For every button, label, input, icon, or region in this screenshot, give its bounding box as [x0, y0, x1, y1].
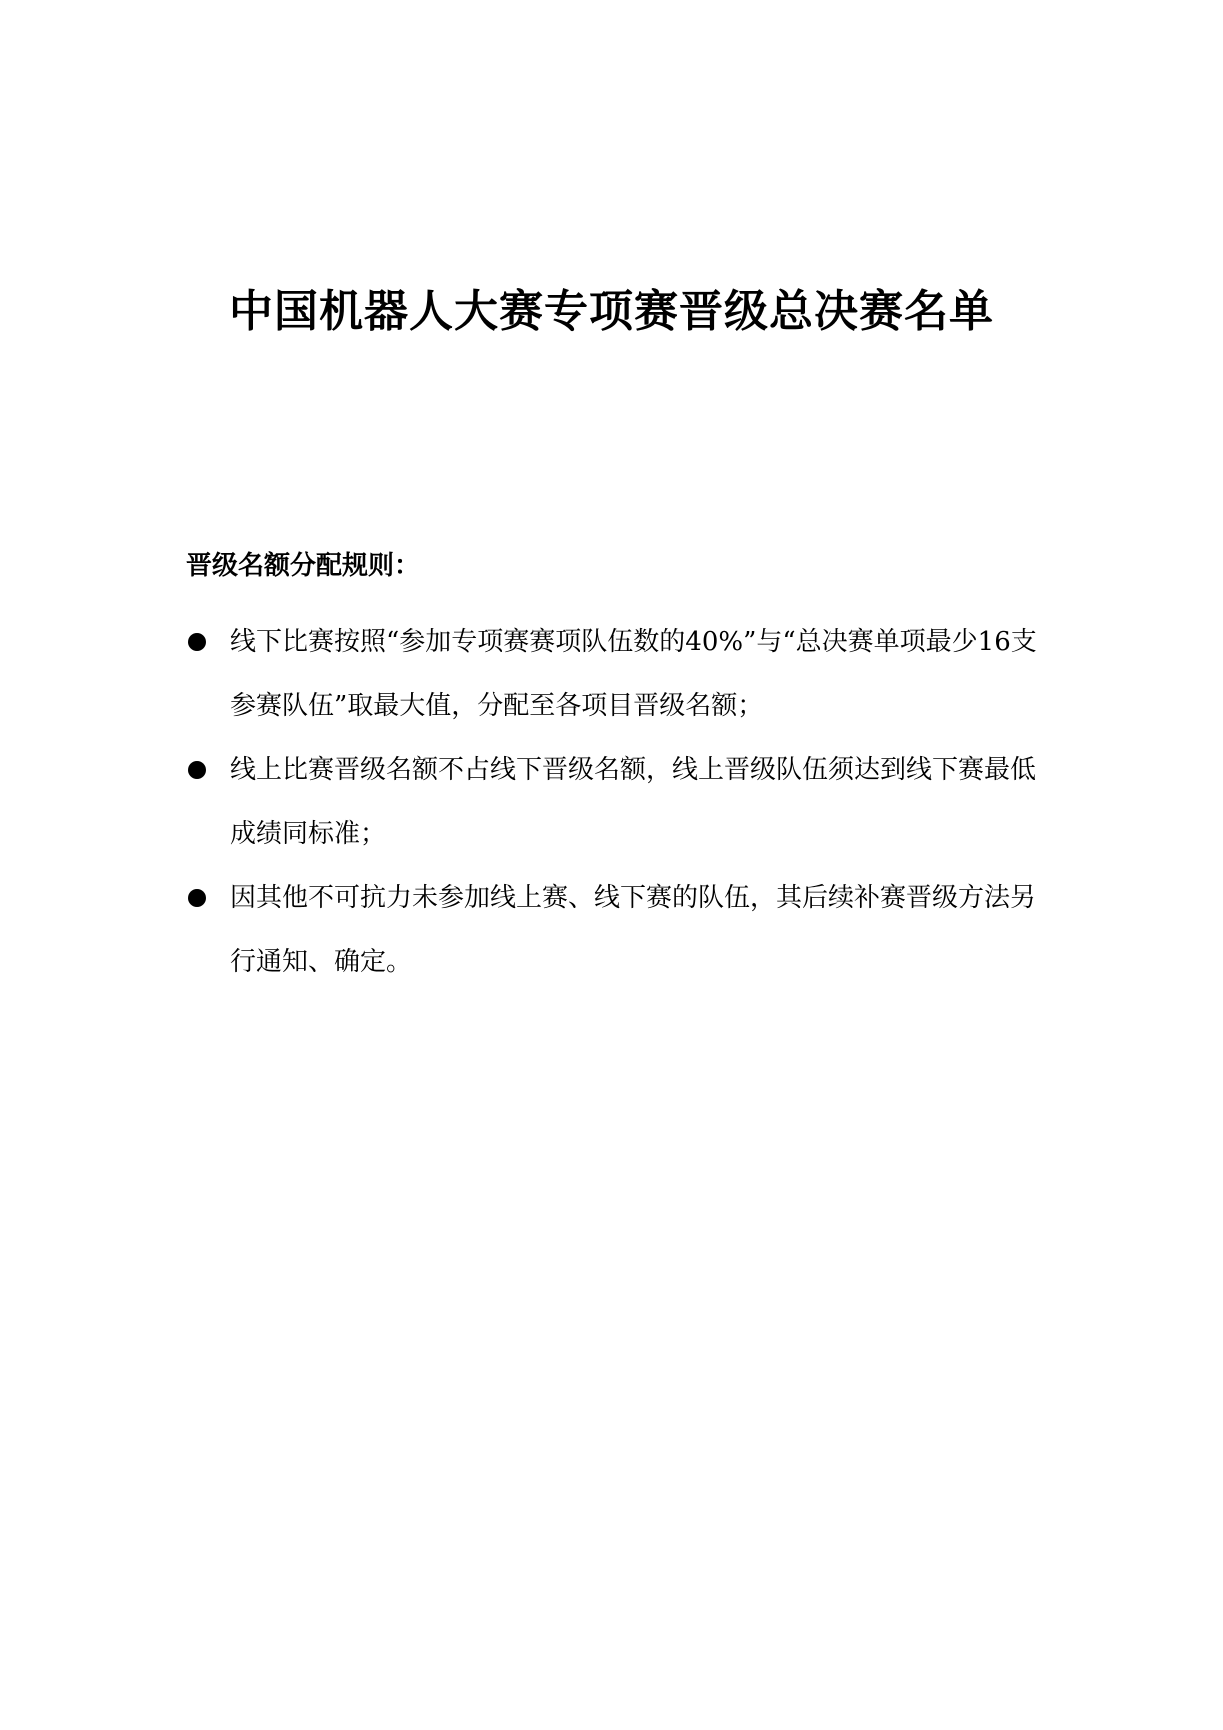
section-heading: 晋级名额分配规则：: [186, 551, 421, 581]
list-item: [186, 738, 1046, 866]
rules-list: [186, 610, 1046, 994]
bullet-icon: [188, 889, 206, 907]
rule-text: 线下比赛按照“参加专项赛赛项队伍数的40%”与“总决赛单项最少16支参赛队伍”取最大值，分配至各项目晋级名额；: [230, 627, 1037, 721]
list-item: [186, 610, 1046, 738]
rule-text: 因其他不可抗力未参加线上赛、线下赛的队伍，其后续补赛晋级方法另行通知、确定。: [230, 883, 1037, 977]
bullet-icon: [188, 633, 206, 651]
rule-text: 线上比赛晋级名额不占线下晋级名额，线上晋级队伍须达到线下赛最低成绩同标准；: [230, 755, 1037, 849]
page-title: 中国机器人大赛专项赛晋级总决赛名单: [229, 286, 994, 337]
list-item: [186, 866, 1046, 994]
bullet-icon: [188, 761, 206, 779]
